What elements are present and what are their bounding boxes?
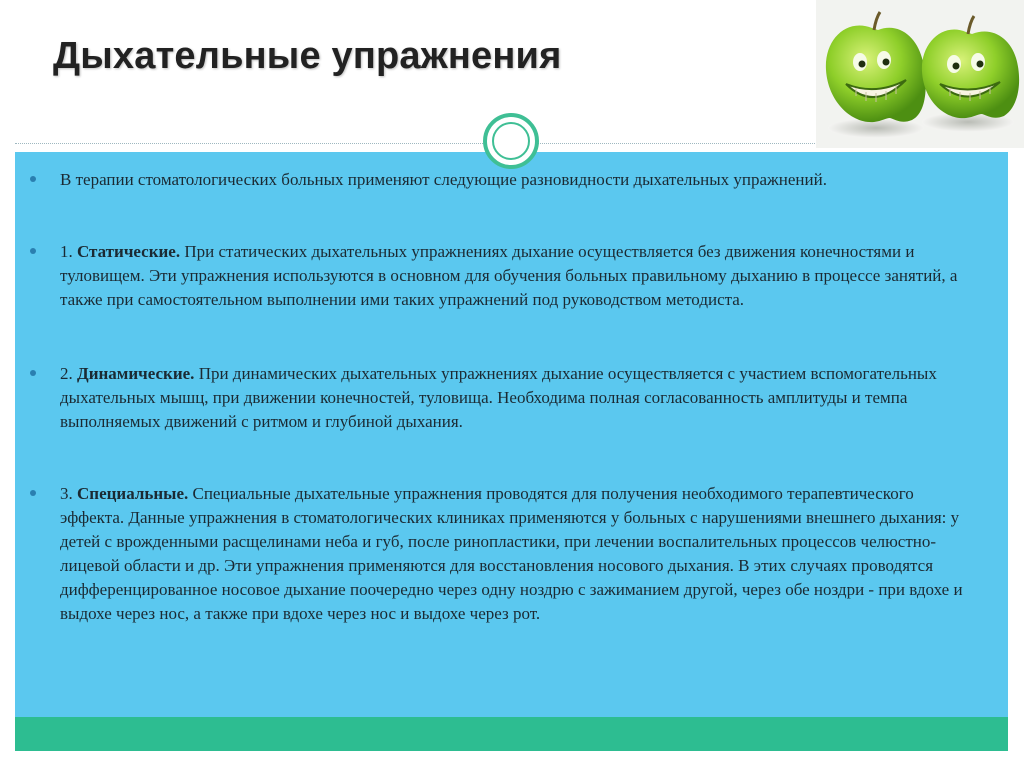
item-term: Динамические. xyxy=(77,364,195,383)
bullet-list xyxy=(24,168,974,676)
item-number: 1. xyxy=(60,242,77,261)
list-item-special xyxy=(24,482,974,626)
slide-title: Дыхательные упражнения xyxy=(53,35,562,77)
item-number: 3. xyxy=(60,484,77,503)
item-text: При динамических дыхательных упражнениях дыхание осуществляется с участием вспомогательных дыхательных мышц, при движении конечностей, туловища. Необходима полная согласованность амплитуды и темпа выполняемых движений с ритмом и глубиной дыхания. xyxy=(60,364,937,431)
double-ring-ornament-icon xyxy=(483,113,539,169)
item-text: При статических дыхательных упражнениях дыхание осуществляется без движения конечностями и туловищем. Эти упражнения используются в основном для обучения больных правильному дыханию в процессе занятий, а также при самостоятельном выполнении ими таких упражнений под руководством методиста. xyxy=(60,242,958,309)
item-text: Специальные дыхательные упражнения проводятся для получения необходимого терапевтического эффекта. Данные упражнения в стоматологических клиниках применяются у больных с нарушениями внешнего дыхания: у детей с врожденными расщелинами неба и губ, после ринопластики, при лечении воспалительных процессов челюстно-лицевой области и др. Эти упражнения применяются для восстановления носового дыхания. В этих случаях проводятся дифференцированное носовое дыхание поочередно через одну ноздрю с зажиманием другой, через обе ноздри - при вдохе и выдохе через нос, а также при вдохе через нос и выдохе через рот. xyxy=(60,484,963,623)
item-number: 2. xyxy=(60,364,77,383)
bottom-accent-bar xyxy=(15,717,1008,751)
smiling-green-apples-icon xyxy=(816,0,1024,148)
list-item-dynamic xyxy=(24,362,974,434)
list-item-intro xyxy=(24,168,974,192)
item-term: Статические. xyxy=(77,242,181,261)
list-item-static xyxy=(24,240,974,312)
intro-text: В терапии стоматологических больных применяют следующие разновидности дыхательных упражнений. xyxy=(60,170,827,189)
item-term: Специальные. xyxy=(77,484,189,503)
